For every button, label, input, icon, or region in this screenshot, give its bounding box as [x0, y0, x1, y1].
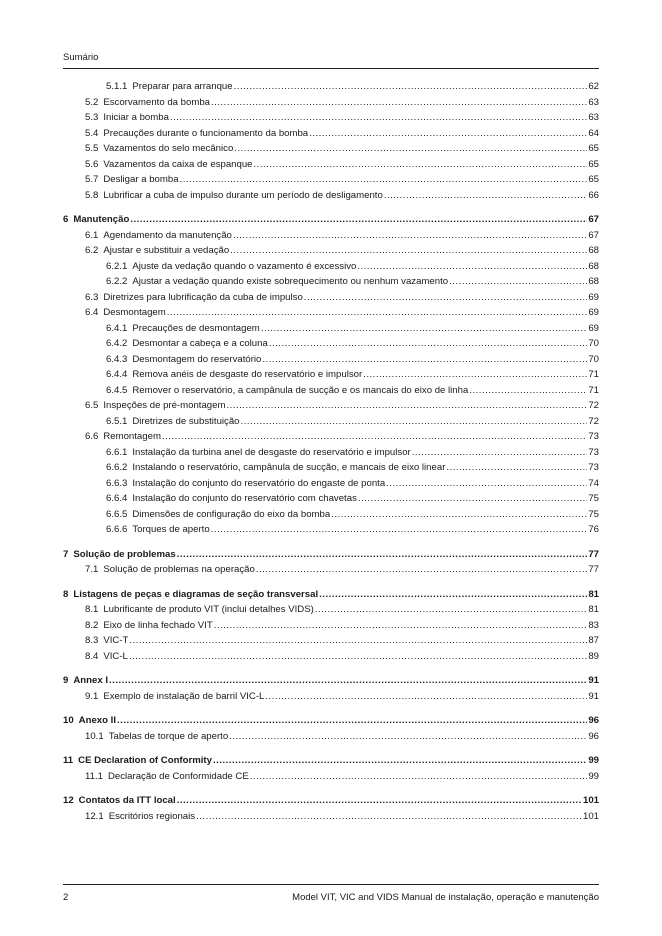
toc-entry-number: 8	[63, 588, 69, 600]
toc-entry-title: Inspeções de pré-montagem	[103, 400, 226, 411]
toc-entry-page: 65	[588, 174, 599, 185]
toc-entry-title: Eixo de linha fechado VIT	[103, 619, 213, 631]
toc-entry-title: Precauções de desmontagem	[132, 322, 260, 334]
toc-entry[interactable]	[63, 212, 599, 228]
toc-entry-leader	[254, 157, 588, 173]
toc-entry-leader	[117, 713, 587, 729]
toc-entry[interactable]	[63, 79, 599, 95]
toc-entry-number: 5.3	[85, 112, 99, 123]
toc-entry-leader	[386, 476, 587, 492]
toc-entry-page: 69	[588, 291, 599, 303]
toc-entry-leader	[213, 753, 587, 769]
toc-entry-title: Solução de problemas	[73, 548, 176, 560]
toc-entry-leader	[129, 633, 587, 649]
toc-entry-number: 6.6.3	[106, 477, 128, 489]
toc-entry[interactable]	[63, 305, 599, 321]
toc-entry-number: 10	[63, 715, 74, 726]
toc-entry-title: Ajustar e substituir a vedação	[103, 245, 230, 256]
toc-entry[interactable]	[63, 491, 599, 507]
toc-entry-title: Anexo II	[78, 715, 116, 726]
toc-entry[interactable]	[63, 274, 599, 290]
toc-entry-number: 5.7	[85, 174, 99, 185]
toc-entry-leader	[211, 522, 588, 538]
toc-entry-title: Instalação do conjunto do reservatório com chavetas	[132, 493, 357, 504]
toc-entry-leader	[250, 769, 588, 785]
toc-entry-leader	[109, 673, 587, 689]
toc-entry-page: 63	[588, 112, 599, 123]
toc-entry-page: 77	[588, 548, 599, 560]
toc-entry[interactable]	[63, 429, 599, 445]
toc-entry-page: 65	[588, 143, 599, 154]
toc-entry-leader	[177, 793, 582, 809]
toc-entry[interactable]	[63, 228, 599, 244]
toc-entry-number: 6.4.2	[106, 338, 128, 349]
toc-entry-page: 70	[588, 353, 599, 365]
toc-entry-title: Desmontar a cabeça e a coluna	[132, 338, 268, 349]
toc-entry-title: Instalação da turbina anel de desgaste do reservatório e impulsor	[132, 446, 411, 458]
toc-entry-page: 67	[588, 214, 599, 225]
toc-entry[interactable]	[63, 507, 599, 523]
toc-entry[interactable]	[63, 445, 599, 461]
toc-entry-number: 5.1.1	[106, 81, 128, 92]
toc-entry-title: Remover o reservatório, a campânula de sucção e os mancais do eixo de linha	[132, 384, 469, 396]
toc-entry-page: 75	[588, 508, 599, 520]
toc-entry-number: 6.6.2	[106, 462, 128, 473]
toc-entry[interactable]	[63, 713, 599, 729]
toc-entry[interactable]	[63, 110, 599, 126]
toc-entry-page: 75	[588, 493, 599, 504]
toc-entry-page: 73	[588, 431, 599, 442]
toc-entry-page: 99	[588, 755, 599, 766]
toc-entry-number: 6.4.5	[106, 384, 128, 396]
toc-entry-title: Contatos da ITT local	[78, 795, 176, 806]
toc-entry-leader	[170, 110, 587, 126]
toc-entry-number: 6.4.4	[106, 369, 128, 380]
toc-entry-leader	[309, 126, 587, 142]
toc-entry[interactable]	[63, 157, 599, 173]
toc-entry-leader	[211, 95, 587, 111]
toc-entry-leader	[412, 445, 588, 461]
toc-entry-number: 5.8	[85, 189, 99, 201]
footer-page-number: 2	[63, 892, 69, 903]
toc-entry[interactable]	[63, 259, 599, 275]
toc-entry-number: 6.5.1	[106, 415, 128, 427]
toc-entry[interactable]	[63, 689, 599, 705]
toc-entry-title: Desmontagem	[103, 307, 166, 318]
toc-entry-leader	[357, 259, 587, 275]
toc-entry-title: Preparar para arranque	[132, 81, 233, 92]
toc-entry-page: 99	[588, 770, 599, 782]
toc-entry-page: 96	[588, 715, 599, 726]
toc-entry-page: 72	[588, 415, 599, 427]
toc-entry-title: Vazamentos da caixa de espanque	[103, 158, 253, 170]
toc-entry-number: 6.4.3	[106, 353, 128, 365]
toc-entry-page: 68	[588, 276, 599, 287]
toc-entry-title: VIC-T	[103, 635, 129, 646]
toc-entry-leader	[331, 507, 587, 523]
toc-entry-page: 76	[588, 524, 599, 535]
toc-entry[interactable]	[63, 793, 599, 809]
toc-entry-number: 7	[63, 548, 69, 560]
toc-entry-leader	[230, 243, 587, 259]
toc-entry-leader	[167, 305, 588, 321]
toc-entry-leader	[469, 383, 587, 399]
toc-entry[interactable]	[63, 587, 599, 603]
toc-entry-title: Escorvamento da bomba	[103, 96, 210, 108]
toc-entry-title: VIC-L	[103, 650, 128, 662]
toc-entry-number: 9.1	[85, 690, 99, 702]
toc-entry-page: 83	[588, 619, 599, 631]
toc-entry-title: Manutenção	[73, 214, 130, 225]
toc-entry[interactable]	[63, 460, 599, 476]
toc-entry-number: 6.2.2	[106, 276, 128, 287]
toc-entry-page: 73	[588, 462, 599, 473]
toc-entry-page: 65	[588, 158, 599, 170]
toc-entry-page: 81	[588, 604, 599, 615]
toc-entry[interactable]	[63, 352, 599, 368]
toc-entry-leader	[177, 547, 588, 563]
toc-entry-title: CE Declaration of Conformity	[78, 755, 212, 766]
toc-entry-leader	[261, 321, 588, 337]
toc-entry-page: 62	[588, 81, 599, 92]
toc-entry-page: 74	[588, 477, 599, 489]
toc-entry-leader	[449, 274, 587, 290]
toc-entry-page: 69	[588, 307, 599, 318]
toc-entry-number: 6	[63, 214, 69, 225]
toc-entry-page: 101	[582, 795, 599, 806]
toc-entry-number: 6.4.1	[106, 322, 128, 334]
toc-entry-page: 63	[588, 96, 599, 108]
toc-entry-leader	[315, 602, 588, 618]
toc-entry-title: Listagens de peças e diagramas de seção transversal	[73, 588, 319, 600]
toc-entry[interactable]	[63, 414, 599, 430]
header-rule	[63, 68, 599, 69]
toc-entry-title: Instalação do conjunto do reservatório do engaste de ponta	[132, 477, 386, 489]
toc-entry-leader	[269, 336, 588, 352]
toc-entry-number: 6.3	[85, 291, 99, 303]
toc-entry-page: 101	[582, 810, 599, 822]
toc-entry-number: 6.6.4	[106, 493, 128, 504]
toc-entry-number: 6.5	[85, 400, 99, 411]
toc-entry-title: Remontagem	[103, 431, 161, 442]
toc-entry[interactable]	[63, 398, 599, 414]
toc-entry-page: 72	[588, 400, 599, 411]
toc-entry-page: 91	[588, 690, 599, 702]
toc-entry-number: 6.6.6	[106, 524, 128, 535]
toc-entry-leader	[130, 212, 587, 228]
toc-entry-title: Lubrificante de produto VIT (inclui detalhes VIDS)	[103, 604, 314, 615]
toc-entry-leader	[241, 414, 588, 430]
toc-entry-leader	[358, 491, 587, 507]
toc-entry-title: Declaração de Conformidade CE	[107, 770, 249, 782]
toc-entry-page: 96	[588, 730, 599, 742]
toc-entry-page: 68	[588, 260, 599, 272]
toc-entry-number: 6.6.5	[106, 508, 128, 520]
toc-entry-number: 6.1	[85, 229, 99, 241]
toc-entry-leader	[234, 141, 587, 157]
toc-entry-page: 66	[588, 189, 599, 201]
toc-entry[interactable]	[63, 729, 599, 745]
toc-entry-page: 87	[588, 635, 599, 646]
toc-entry-title: Tabelas de torque de aperto	[108, 730, 229, 742]
toc-entry-page: 89	[588, 650, 599, 662]
toc-entry[interactable]	[63, 633, 599, 649]
toc-entry-title: Torques de aperto	[132, 524, 210, 535]
toc-entry-title: Annex I	[73, 675, 108, 686]
toc-entry-number: 6.2.1	[106, 260, 128, 272]
toc-entry-title: Exemplo de instalação de barril VIC-L	[103, 690, 265, 702]
toc-entry-page: 91	[588, 675, 599, 686]
toc-entry-number: 5.2	[85, 96, 99, 108]
toc-entry-title: Desmontagem do reservatório	[132, 353, 262, 365]
header-title: Sumário	[63, 52, 99, 63]
toc-entry-title: Escritórios regionais	[108, 810, 196, 822]
toc-entry-leader	[446, 460, 587, 476]
toc-entry-number: 12	[63, 795, 74, 806]
toc-entry[interactable]	[63, 141, 599, 157]
toc-entry[interactable]	[63, 602, 599, 618]
toc-entry-leader	[233, 228, 587, 244]
toc-entry-page: 77	[588, 564, 599, 575]
toc-entry-number: 5.6	[85, 158, 99, 170]
toc-entry-page: 71	[588, 384, 599, 396]
toc-entry-number: 11.1	[85, 770, 103, 782]
toc-entry-title: Precauções durante o funcionamento da bomba	[103, 127, 309, 139]
toc-entry-number: 5.5	[85, 143, 99, 154]
toc-entry[interactable]	[63, 769, 599, 785]
toc-entry-number: 6.2	[85, 245, 99, 256]
toc-entry-title: Remova anéis de desgaste do reservatório e impulsor	[132, 369, 363, 380]
toc-entry-number: 8.1	[85, 604, 99, 615]
table-of-contents	[63, 79, 599, 824]
toc-entry-leader	[226, 398, 587, 414]
footer-doc-title: Model VIT, VIC and VIDS Manual de instalação, operação e manutenção	[292, 892, 599, 903]
toc-entry-leader	[265, 689, 587, 705]
toc-entry-number: 9	[63, 675, 69, 686]
toc-entry-title: Solução de problemas na operação	[103, 564, 255, 575]
footer-rule	[63, 884, 599, 885]
toc-entry[interactable]	[63, 321, 599, 337]
toc-entry[interactable]	[63, 809, 599, 825]
toc-entry-title: Ajustar a vedação quando existe sobrequecimento ou nenhum vazamento	[132, 276, 449, 287]
toc-entry[interactable]	[63, 547, 599, 563]
toc-entry-leader	[234, 79, 588, 95]
toc-entry[interactable]	[63, 649, 599, 665]
toc-entry-leader	[256, 562, 588, 578]
toc-entry-title: Instalando o reservatório, campânula de sucção, e mancais de eixo linear	[132, 462, 446, 473]
toc-entry[interactable]	[63, 618, 599, 634]
toc-entry[interactable]	[63, 383, 599, 399]
toc-entry-page: 71	[588, 369, 599, 380]
toc-entry-leader	[196, 809, 582, 825]
toc-entry[interactable]	[63, 290, 599, 306]
toc-entry-title: Ajuste da vedação quando o vazamento é excessivo	[132, 260, 357, 272]
toc-entry[interactable]	[63, 188, 599, 204]
toc-entry-leader	[262, 352, 587, 368]
toc-entry[interactable]	[63, 367, 599, 383]
toc-entry-leader	[384, 188, 588, 204]
toc-entry[interactable]	[63, 126, 599, 142]
toc-entry[interactable]	[63, 243, 599, 259]
toc-entry-number: 5.4	[85, 127, 99, 139]
toc-entry-leader	[129, 649, 587, 665]
toc-entry-leader	[304, 290, 588, 306]
toc-entry-page: 69	[588, 322, 599, 334]
toc-entry-leader	[180, 172, 588, 188]
toc-entry-title: Lubrificar a cuba de impulso durante um período de desligamento	[103, 189, 383, 201]
toc-entry-page: 81	[588, 588, 599, 600]
toc-entry-number: 8.2	[85, 619, 99, 631]
toc-entry-page: 68	[588, 245, 599, 256]
toc-entry-leader	[214, 618, 588, 634]
toc-entry-title: Dimensões de configuração do eixo da bomba	[132, 508, 331, 520]
toc-entry-page: 67	[588, 229, 599, 241]
toc-entry-number: 12.1	[85, 810, 104, 822]
toc-entry[interactable]	[63, 336, 599, 352]
toc-entry-number: 8.3	[85, 635, 99, 646]
toc-entry-leader	[319, 587, 587, 603]
toc-entry-number: 8.4	[85, 650, 99, 662]
toc-entry[interactable]	[63, 673, 599, 689]
toc-entry-page: 64	[588, 127, 599, 139]
toc-entry[interactable]	[63, 172, 599, 188]
toc-entry[interactable]	[63, 522, 599, 538]
toc-entry-page: 73	[588, 446, 599, 458]
toc-entry-title: Diretrizes para lubrificação da cuba de impulso	[103, 291, 303, 303]
toc-entry-title: Iniciar a bomba	[103, 112, 169, 123]
toc-entry-title: Diretrizes de substituição	[132, 415, 240, 427]
toc-entry-title: Desligar a bomba	[103, 174, 179, 185]
toc-entry-number: 7.1	[85, 564, 99, 575]
toc-entry-number: 6.4	[85, 307, 99, 318]
toc-entry-number: 6.6	[85, 431, 99, 442]
toc-entry-page: 70	[588, 338, 599, 349]
toc-entry-title: Vazamentos do selo mecânico	[103, 143, 234, 154]
toc-entry-title: Agendamento da manutenção	[103, 229, 232, 241]
toc-entry-leader	[229, 729, 587, 745]
toc-entry-number: 11	[63, 755, 74, 766]
toc-entry[interactable]	[63, 476, 599, 492]
toc-entry-number: 6.6.1	[106, 446, 128, 458]
toc-entry[interactable]	[63, 95, 599, 111]
toc-entry[interactable]	[63, 753, 599, 769]
toc-entry-number: 10.1	[85, 730, 104, 742]
toc-entry[interactable]	[63, 562, 599, 578]
toc-entry-leader	[363, 367, 587, 383]
toc-entry-leader	[162, 429, 587, 445]
